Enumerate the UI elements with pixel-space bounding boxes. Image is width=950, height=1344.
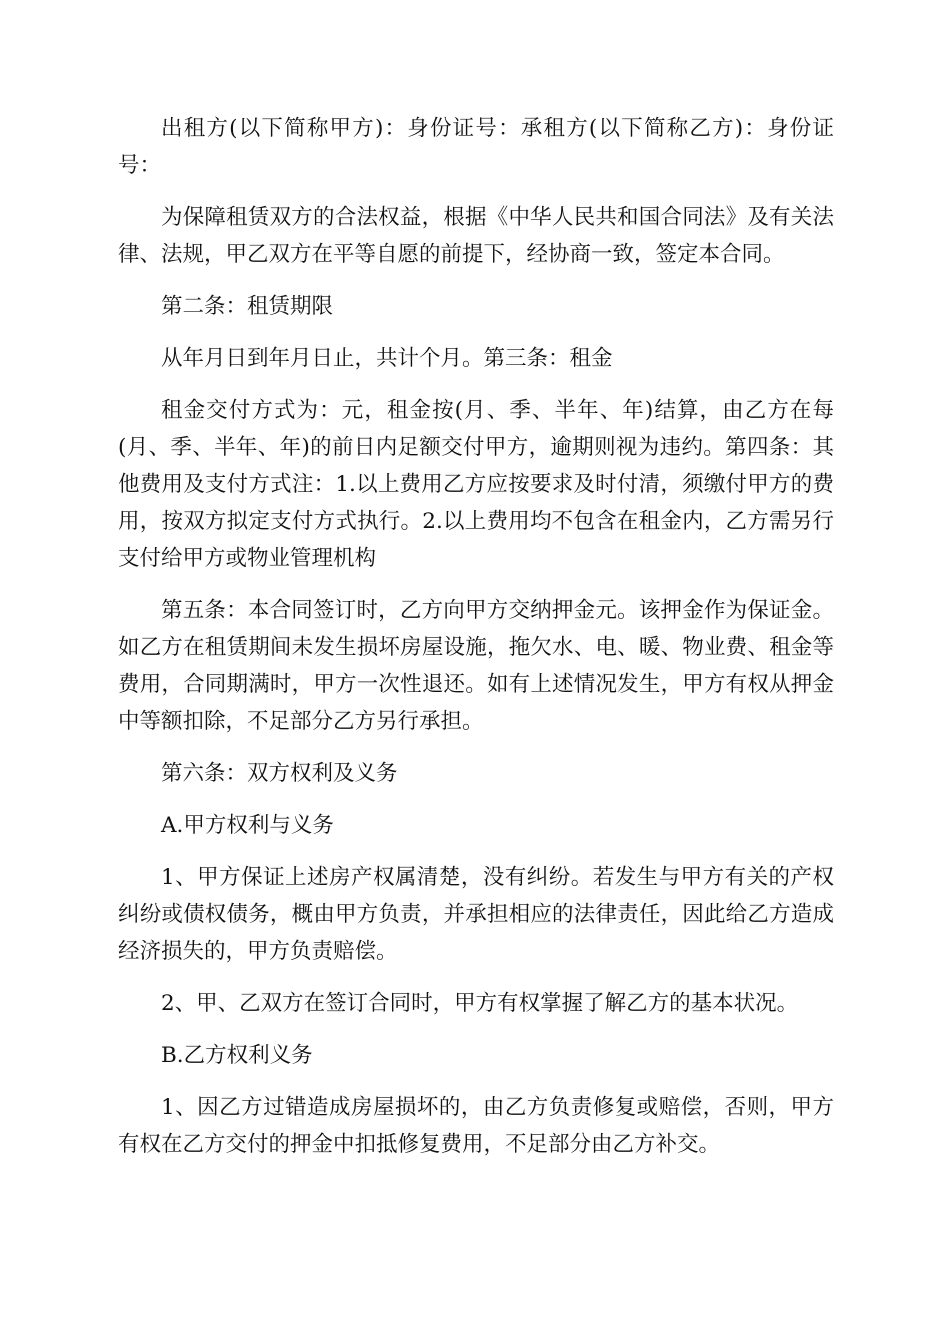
paragraph-lease-term: 从年月日到年月日止，共计个月。第三条：租金 (161, 346, 613, 371)
paragraph-party-a-item-2: 2、甲、乙双方在签订合同时，甲方有权掌握了解乙方的基本状况。 (161, 991, 799, 1016)
paragraph-preamble: 为保障租赁双方的合法权益，根据《中华人民共和国合同法》及有关法律、法规，甲乙双方在平等自愿的前提下，经协商一致，签定本合同。 (118, 205, 834, 267)
paragraph-party-a-item-1: 1、甲方保证上述房产权属清楚，没有纠纷。若发生与甲方有关的产权纠纷或债权债务，概由甲方负责，并承担相应的法律责任，因此给乙方造成经济损失的，甲方负责赔偿。 (118, 865, 834, 964)
heading-party-b-rights: B.乙方权利义务 (161, 1043, 313, 1068)
paragraph-rent-payment: 租金交付方式为：元，租金按(月、季、半年、年)结算，由乙方在每(月、季、半年、年)的前日内足额交付甲方，逾期则视为违约。第四条：其他费用及支付方式注：1.以上费用乙方应按要求及时付清，须缴付甲方的费用，按双方拟定支付方式执行。2.以上费用均不包含在租金内，乙方需另行支付给甲方或物业管理机构 (118, 398, 834, 571)
heading-party-a-rights: A.甲方权利与义务 (161, 813, 334, 838)
paragraph-party-b-item-1: 1、因乙方过错造成房屋损坏的，由乙方负责修复或赔偿，否则，甲方有权在乙方交付的押金中扣抵修复费用，不足部分由乙方补交。 (118, 1095, 834, 1157)
paragraph-article-5-deposit: 第五条：本合同签订时，乙方向甲方交纳押金元。该押金作为保证金。如乙方在租赁期间未发生损坏房屋设施，拖欠水、电、暖、物业费、租金等费用，合同期满时，甲方一次性退还。如有上述情况发生，甲方有权从押金中等额扣除，不足部分乙方另行承担。 (118, 598, 834, 734)
heading-article-2: 第二条：租赁期限 (161, 294, 334, 319)
document-page (118, 110, 834, 1178)
paragraph-parties: 出租方(以下简称甲方)：身份证号：承租方(以下简称乙方)：身份证号： (118, 116, 834, 178)
heading-article-6: 第六条：双方权利及义务 (161, 761, 398, 786)
